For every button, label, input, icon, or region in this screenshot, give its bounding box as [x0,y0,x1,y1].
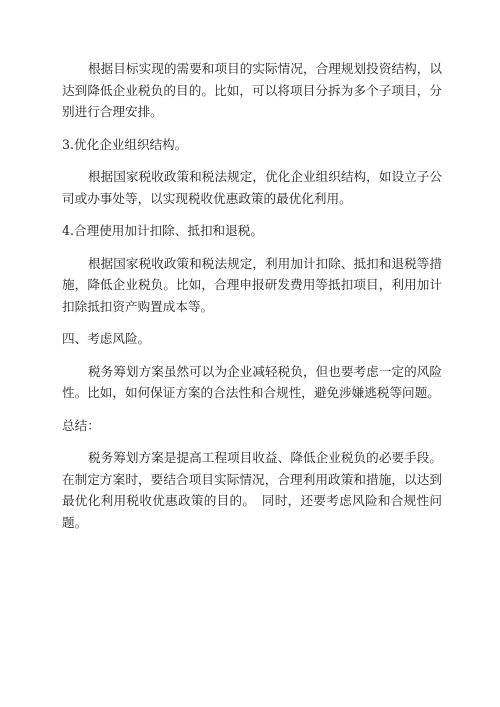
heading-summary: 总结： [62,417,100,433]
heading-optimize-structure: 3.优化企业组织结构。 [62,136,188,152]
paragraph-risk: 税务筹划方案虽然可以为企业减轻税负，但也要考虑一定的风险性。比如，如何保证方案的合法性和合规性，避免涉嫌逃税等问题。 [62,363,442,400]
paragraph-optimize-structure: 根据国家税收政策和税法规定，优化企业组织结构，如设立子公司或办事处等，以实现税收优惠政策的最优化利用。 [62,169,442,206]
heading-risk: 四、考虑风险。 [62,331,151,346]
paragraph-summary: 税务筹划方案是提高工程项目收益、降低企业税负的必要手段。在制定方案时，要结合项目实际情况，合理利用政策和措施，以达到最优化利用税收优惠政策的目的。 同时，还要考虑风险和合规性问题。 [62,450,442,530]
heading-deductions: 4.合理使用加计扣除、抵扣和退税。 [62,223,263,238]
document-body [62,58,442,533]
paragraph-investment-structure: 根据目标实现的需要和项目的实际情况，合理规划投资结构，以达到降低企业税负的目的。比如，可以将项目分拆为多个子项目，分别进行合理安排。 [62,61,442,119]
paragraph-deductions: 根据国家税收政策和税法规定，利用加计扣除、抵扣和退税等措施，降低企业税负。比如，合理申报研发费用等抵扣项目，利用加计扣除抵扣资产购置成本等。 [62,255,442,314]
